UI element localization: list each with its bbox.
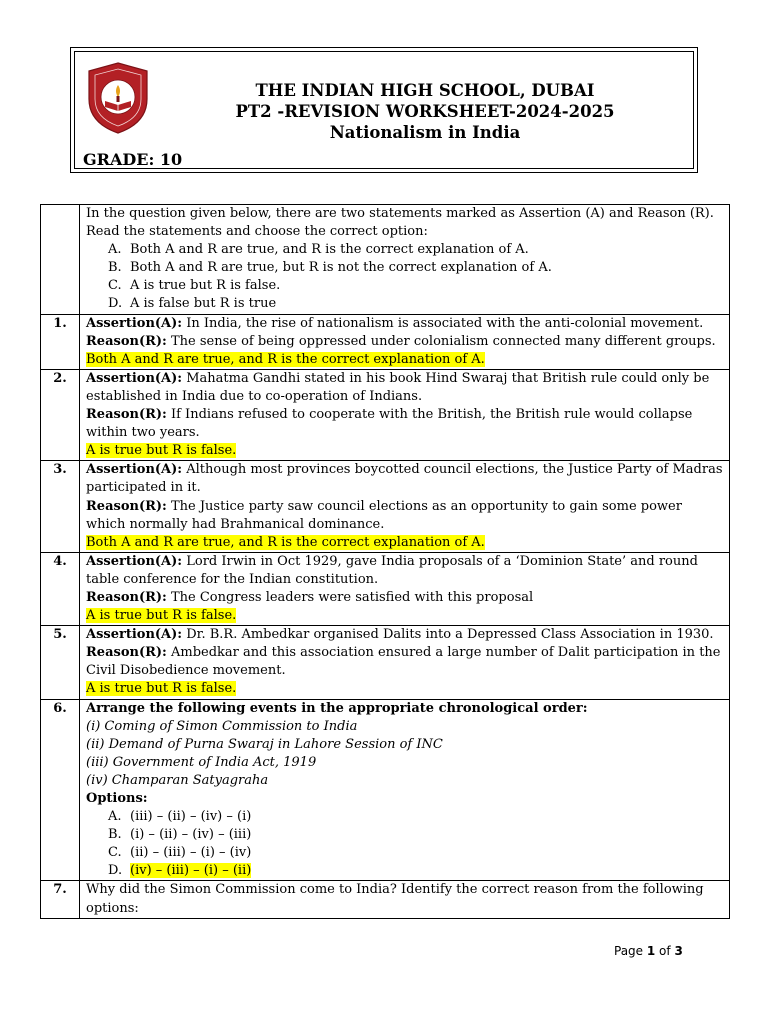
question-cell [80, 552, 730, 625]
reason-text: The sense of being oppressed under colonialism connected many different groups. [166, 333, 716, 349]
assertion-text: Mahatma Gandhi stated in his book Hind Swaraj that British rule could only be established in India due to co-operation of Indians. [86, 370, 710, 404]
assertion [86, 461, 723, 497]
option-text: (i) – (ii) – (iv) – (iii) [130, 827, 252, 843]
options-label: Options: [86, 791, 148, 806]
question-number: 7. [41, 881, 80, 918]
answer-highlight: Both A and R are true, and R is the correct explanation of A. [86, 351, 485, 367]
q6-title: Arrange the following events in the appropriate chronological order: [86, 700, 588, 716]
question-table [40, 204, 730, 919]
instruction-option [108, 295, 723, 313]
reason-label: Reason(R): [86, 407, 167, 423]
reason-label: Reason(R): [86, 498, 167, 514]
page-of: of [655, 944, 675, 958]
reason [86, 498, 723, 534]
answer-highlight: A is true but R is false. [86, 681, 237, 697]
answer-highlight: A is true but R is false. [86, 608, 237, 624]
assertion-text: Lord Irwin in Oct 1929, gave India proposals of a ‘Dominion State’ and round table conference for the Indian constitution. [86, 553, 698, 587]
event-item: (i) Coming of Simon Commission to India [86, 718, 358, 734]
assertion [86, 315, 723, 333]
reason-label: Reason(R): [86, 333, 167, 349]
assertion-label: Assertion(A): [86, 462, 183, 478]
question-cell [80, 314, 730, 369]
instruction-option [108, 259, 723, 277]
assertion-text: In India, the rise of nationalism is associated with the anti-colonial movement. [182, 315, 704, 331]
instructions-text: In the question given below, there are two statements marked as Assertion (A) and Reason (R). Read the statements and choose the correct option: [86, 206, 714, 240]
option-letter: C. [108, 278, 122, 294]
option-text-highlight: (iv) – (iii) – (i) – (ii) [130, 863, 252, 879]
q6-option [108, 808, 723, 826]
event-item: (iv) Champaran Satyagraha [86, 772, 269, 788]
option-letter: B. [108, 260, 122, 276]
assertion [86, 370, 723, 406]
reason [86, 644, 723, 680]
page-total: 3 [674, 944, 683, 958]
question-number: 6. [41, 699, 80, 881]
reason-text: The Congress leaders were satisfied with this proposal [166, 589, 534, 605]
instructions-num-cell [41, 205, 80, 315]
answer [86, 442, 723, 460]
assertion [86, 553, 723, 589]
assertion-label: Assertion(A): [86, 315, 183, 331]
instructions-row [41, 205, 730, 315]
header-inner-border [74, 51, 694, 169]
answer [86, 680, 723, 698]
question-row-1 [41, 314, 730, 369]
question-row-6 [41, 699, 730, 881]
question-row-4 [41, 552, 730, 625]
q7-text: Why did the Simon Commission come to India? Identify the correct reason from the following options: [86, 882, 704, 916]
worksheet-title: PT2 -REVISION WORKSHEET-2024-2025 [235, 102, 615, 121]
question-cell [80, 461, 730, 552]
school-logo-icon [85, 61, 151, 135]
question-cell [80, 369, 730, 460]
answer-highlight: Both A and R are true, and R is the correct explanation of A. [86, 534, 485, 550]
question-number: 5. [41, 626, 80, 699]
reason [86, 589, 723, 607]
q6-options [86, 808, 723, 880]
grade-label: GRADE: 10 [83, 150, 183, 169]
answer [86, 534, 723, 552]
assertion [86, 626, 723, 644]
page-prefix: Page [614, 944, 647, 958]
option-text: A is true but R is false. [130, 278, 281, 294]
question-number: 3. [41, 461, 80, 552]
header-box [70, 47, 698, 173]
instruction-options [86, 241, 723, 313]
answer [86, 607, 723, 625]
reason-text: If Indians refused to cooperate with the British, the British rule would collapse within two years. [86, 407, 693, 441]
instruction-option [108, 241, 723, 259]
assertion-text: Dr. B.R. Ambedkar organised Dalits into a Depressed Class Association in 1930. [182, 627, 714, 643]
option-text: A is false but R is true [130, 296, 277, 312]
event-item: (iii) Government of India Act, 1919 [86, 754, 317, 770]
event-item: (ii) Demand of Purna Swaraj in Lahore Session of INC [86, 736, 443, 752]
reason-text: The Justice party saw council elections as an opportunity to gain some power which normally had Brahmanical dominance. [86, 498, 682, 532]
reason [86, 406, 723, 442]
page-current: 1 [646, 944, 656, 958]
option-text: Both A and R are true, and R is the correct explanation of A. [130, 242, 529, 258]
subject-title: Nationalism in India [329, 123, 521, 142]
question-cell [80, 626, 730, 699]
q6-option-correct [108, 862, 723, 880]
instructions-cell [80, 205, 730, 315]
assertion-label: Assertion(A): [86, 627, 183, 643]
option-letter: A. [108, 242, 122, 258]
reason [86, 333, 723, 351]
answer [86, 351, 723, 369]
question-cell [80, 881, 730, 918]
option-text: Both A and R are true, but R is not the correct explanation of A. [130, 260, 552, 276]
q6-option [108, 844, 723, 862]
question-cell [80, 699, 730, 881]
question-number: 4. [41, 552, 80, 625]
option-letter: B. [108, 827, 122, 843]
reason-label: Reason(R): [86, 645, 167, 661]
school-name: THE INDIAN HIGH SCHOOL, DUBAI [255, 81, 595, 100]
option-text: (ii) – (iii) – (i) – (iv) [130, 845, 252, 861]
question-number: 2. [41, 369, 80, 460]
option-letter: C. [108, 845, 122, 861]
option-text: (iii) – (ii) – (iv) – (i) [130, 809, 252, 825]
question-row-7 [41, 881, 730, 918]
question-row-5 [41, 626, 730, 699]
reason-label: Reason(R): [86, 589, 167, 605]
assertion-label: Assertion(A): [86, 553, 183, 569]
option-letter: D. [108, 863, 123, 879]
option-letter: D. [108, 296, 123, 312]
q6-option [108, 826, 723, 844]
assertion-label: Assertion(A): [86, 370, 183, 386]
question-number: 1. [41, 314, 80, 369]
page-number [614, 944, 683, 958]
answer-highlight: A is true but R is false. [86, 443, 237, 459]
reason-text: Ambedkar and this association ensured a large number of Dalit participation in the Civil Disobedience movement. [86, 645, 721, 679]
option-letter: A. [108, 809, 122, 825]
assertion-text: Although most provinces boycotted council elections, the Justice Party of Madras participated in it. [86, 462, 723, 496]
instruction-option [108, 277, 723, 295]
question-row-2 [41, 369, 730, 460]
question-row-3 [41, 461, 730, 552]
